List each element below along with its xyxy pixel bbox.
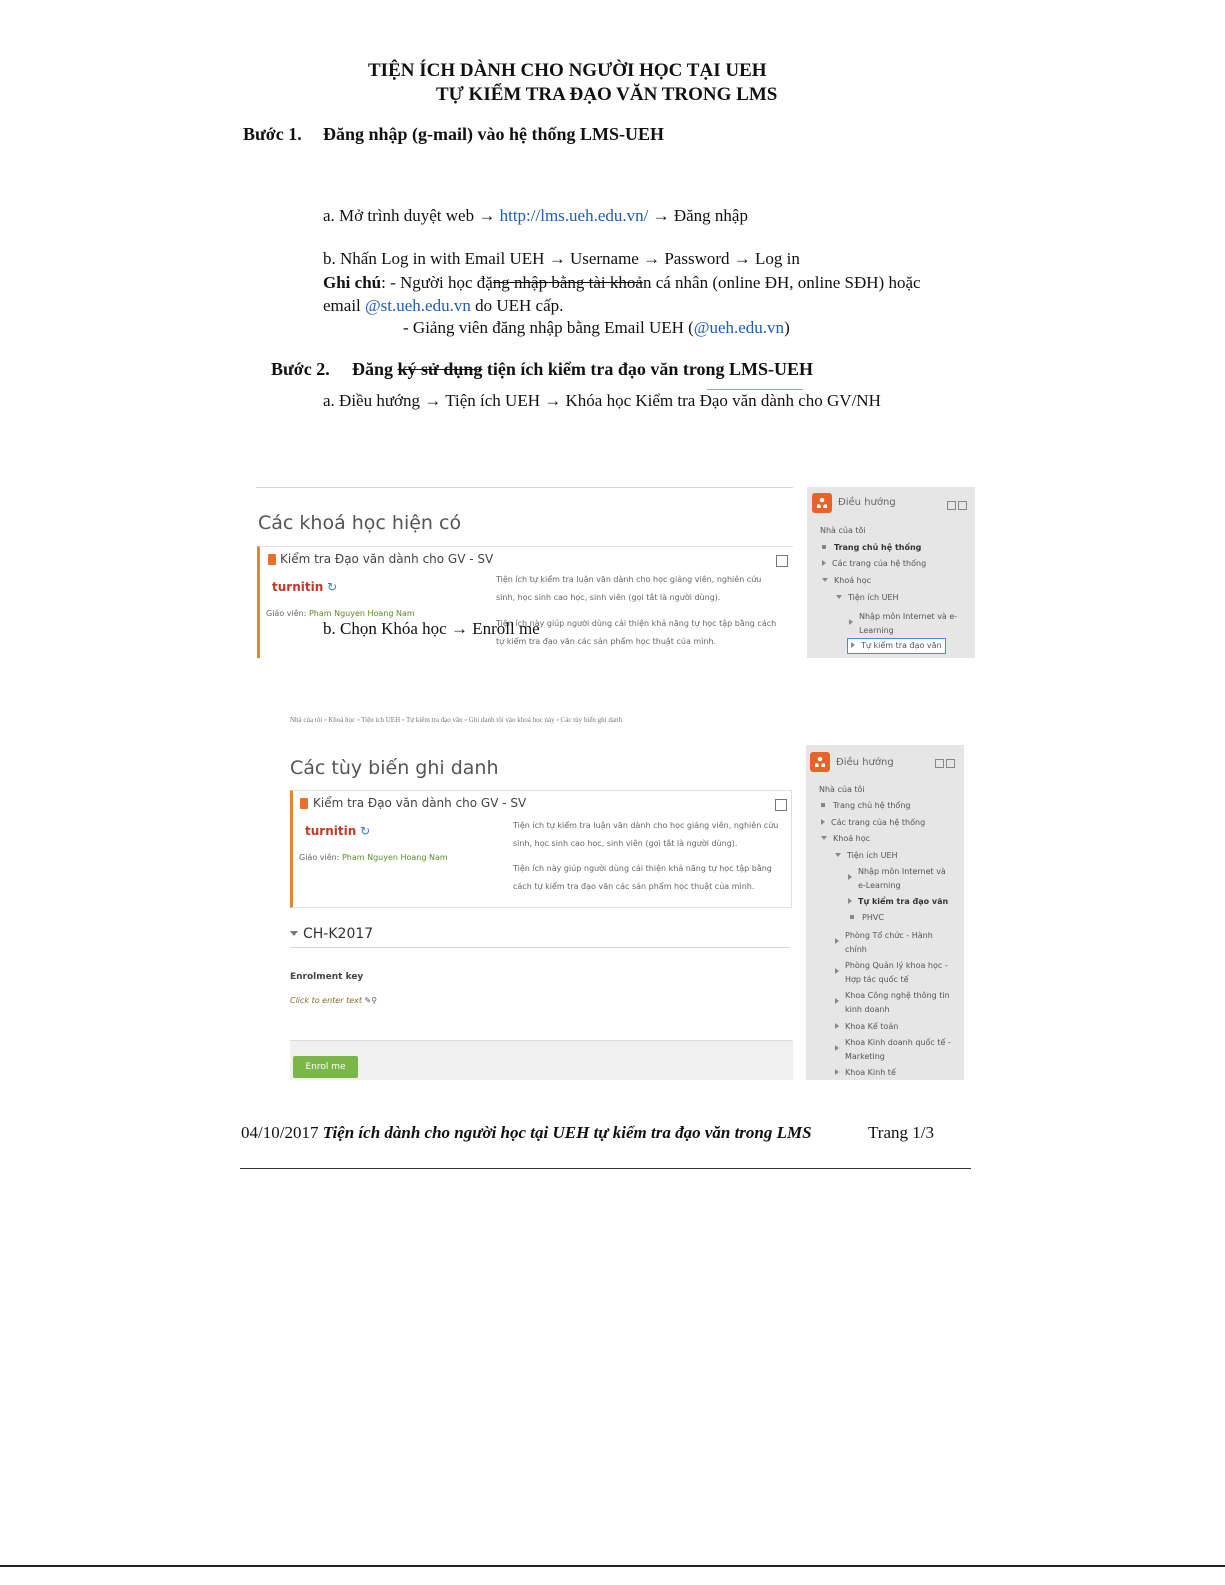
navigation-icon — [812, 493, 832, 513]
dock-icon[interactable] — [946, 759, 955, 768]
collapse-arrow-icon — [835, 853, 841, 857]
nav-item-internet-line1: Nhập môn Internet và e- — [859, 612, 958, 621]
edit-icon[interactable] — [776, 555, 788, 567]
nav-item-internet-course[interactable] — [849, 610, 957, 638]
step1-heading: Đăng nhập (g-mail) vào hệ thống LMS-UEH — [323, 124, 665, 144]
step2-heading — [352, 359, 813, 380]
nav-item-home[interactable]: Nhà của tôi — [820, 526, 866, 535]
expand-icon — [822, 560, 826, 566]
nav-item-hr-office[interactable] — [835, 929, 933, 957]
nav-item-ueh-tools[interactable] — [835, 849, 898, 863]
nav-item-internet-line1: Nhập môn Internet và — [858, 867, 946, 876]
nav-item-site-home[interactable] — [822, 541, 921, 555]
course-name[interactable]: Kiểm tra Đạo văn dành cho GV - SV — [280, 552, 494, 566]
nav-item-site-home-label: Trang chủ hệ thống — [833, 801, 911, 810]
nav-item-ib-line2: Marketing — [845, 1052, 885, 1061]
lms-link[interactable]: http://lms.ueh.edu.vn/ — [499, 206, 649, 225]
nav-item-courses-label: Khoá học — [834, 576, 872, 585]
nav-item-internet-line2: Learning — [859, 626, 894, 635]
nav-item-plagiarism-label: Tự kiểm tra đạo văn — [861, 641, 942, 650]
turnitin-logo — [272, 580, 337, 594]
collapse-arrow-icon — [821, 836, 827, 840]
nav-item-plagiarism-label: Tự kiểm tra đạo văn — [858, 897, 949, 906]
navigation-icon — [810, 752, 830, 772]
pencil-icon: ✎ — [364, 996, 372, 1005]
expand-icon — [835, 1069, 839, 1075]
step1-note-line2 — [323, 296, 563, 316]
step1-a-prefix: a. Mở trình duyệt web → — [323, 206, 500, 225]
st-ueh-email-link[interactable]: @st.ueh.edu.vn — [365, 296, 471, 315]
turnitin-icon: ↻ — [323, 580, 338, 594]
page-bottom-edge — [0, 1565, 1225, 1567]
nav-item-site-home-label: Trang chủ hệ thống — [834, 543, 922, 552]
screenshot-enrolment — [288, 752, 793, 1080]
expand-icon — [849, 619, 853, 625]
navigation-panel-1 — [807, 487, 975, 658]
footer-date: 04/10/2017 — [241, 1123, 323, 1142]
teacher-label: Giáo viên: — [266, 609, 309, 618]
teacher-name[interactable]: Pham Nguyen Hoang Nam — [308, 609, 415, 618]
navigation-title: Điều hướng — [836, 757, 894, 768]
expand-icon — [848, 874, 852, 880]
nav-item-economics[interactable] — [835, 1066, 896, 1080]
nav-item-economics-label: Khoa Kinh tế — [845, 1068, 896, 1077]
nav-item-plagiarism-check[interactable] — [847, 638, 946, 654]
teacher-line — [266, 609, 415, 618]
nav-item-it-line2: kinh doanh — [845, 1005, 890, 1014]
note-line2-post: do UEH cấp. — [470, 296, 564, 315]
nav-item-site-home[interactable] — [821, 799, 910, 813]
expand-icon — [835, 1023, 839, 1029]
note-line2-pre: email — [323, 296, 366, 315]
nav-item-hr-line1: Phòng Tổ chức - Hành — [845, 931, 933, 940]
course-icon — [300, 798, 308, 809]
navigation-title: Điều hướng — [838, 497, 896, 508]
bullet-icon — [822, 545, 826, 549]
section-name: CH-K2017 — [303, 926, 374, 942]
nav-item-accounting-label: Khoa Kế toán — [845, 1022, 899, 1031]
document-title-line1: TIỆN ÍCH DÀNH CHO NGƯỜI HỌC TẠI UEH — [368, 60, 767, 81]
note-post: n cá nhân (online ĐH, online SĐH) hoặc — [642, 273, 921, 292]
step1-note-line3 — [403, 318, 790, 338]
expand-icon — [821, 819, 825, 825]
turnitin-logo — [305, 824, 370, 838]
collapse-icon[interactable] — [947, 501, 956, 510]
expand-icon — [851, 642, 855, 648]
step2-heading-pre: Đăng — [352, 359, 398, 379]
navigation-panel-2 — [806, 745, 964, 1080]
step2-a: a. Điều hướng → Tiện ích UEH → Khóa học Kiểm tra Đạo văn dành cho GV/NH — [323, 391, 881, 410]
teacher-name[interactable]: Pham Nguyen Hoang Nam — [341, 853, 448, 862]
nav-item-it-line1: Khoa Công nghệ thông tin — [845, 991, 950, 1000]
collapse-icon[interactable] — [935, 759, 944, 768]
nav-item-courses[interactable] — [821, 832, 870, 846]
expand-icon — [835, 998, 839, 1004]
step1-note-line1 — [323, 273, 921, 293]
enrol-me-button[interactable]: Enrol me — [293, 1056, 358, 1078]
underline-mark — [707, 389, 803, 390]
note-line3-pre: - Giảng viên đăng nhập bằng Email UEH ( — [403, 318, 694, 337]
page-footer — [241, 1123, 812, 1143]
course-icon — [268, 554, 276, 565]
teacher-line — [299, 853, 448, 862]
section-header[interactable] — [290, 926, 373, 942]
nav-item-courses[interactable] — [822, 574, 871, 588]
document-title-line2: TỰ KIỂM TRA ĐẠO VĂN TRONG LMS — [436, 84, 778, 105]
page-number: Trang 1/3 — [868, 1123, 934, 1142]
nav-item-site-pages[interactable] — [822, 557, 926, 571]
nav-item-hr-line2: chính — [845, 945, 867, 954]
course-description-2: Tiện ích này giúp người dùng cải thiện khả năng tự học tập bằng cách tự kiểm tra đạo văn các sản phẩm học thuật của mình. — [496, 619, 777, 646]
nav-item-international-business[interactable] — [835, 1036, 951, 1064]
nav-item-plagiarism-check[interactable] — [848, 895, 948, 909]
footer-title: Tiện ích dành cho người học tại UEH tự kiểm tra đạo văn trong LMS — [322, 1123, 812, 1142]
collapse-arrow-icon — [290, 931, 298, 936]
step2-b: b. Chọn Khóa học → Enroll me — [323, 619, 540, 638]
course-card[interactable] — [257, 546, 793, 658]
nav-item-research-office[interactable] — [835, 959, 948, 987]
nav-item-home[interactable]: Nhà của tôi — [819, 785, 865, 794]
nav-item-ueh-tools[interactable] — [836, 591, 899, 605]
note-strike: ng nhập bằng tài khoả — [492, 273, 643, 292]
search-icon: ⚲ — [371, 996, 378, 1005]
collapse-arrow-icon — [822, 578, 828, 582]
nav-item-internet-line2: e-Learning — [858, 881, 901, 890]
divider — [290, 947, 790, 948]
step1-a — [323, 206, 748, 226]
nav-item-research-line1: Phòng Quản lý khoa học - — [845, 961, 948, 970]
collapse-arrow-icon — [836, 595, 842, 599]
breadcrumb[interactable]: Nhà của tôi ▫ Khoá học ▫ Tiện ích UEH ▫ Tự kiểm tra đạo văn ▫ Ghi danh tôi vào khoá học này ▫ Các tùy biến ghi danh — [290, 716, 622, 724]
dock-icon[interactable] — [958, 501, 967, 510]
nav-item-site-pages[interactable] — [821, 816, 925, 830]
nav-item-phvc[interactable] — [850, 911, 884, 925]
step2-heading-post: tiện ích kiểm tra đạo văn trong LMS-UEH — [482, 359, 814, 379]
course-description-2: Tiện ích này giúp người dùng cải thiện khả năng tự học tập bằng cách tự kiểm tra đạo văn các sản phẩm học thuật của mình. — [513, 864, 772, 891]
course-description-1: Tiện ích tự kiểm tra luận văn dành cho học giảng viên, nghiên cứu sinh, học sinh cao học, sinh viên (gọi tắt là người dùng). — [513, 821, 779, 848]
nav-item-accounting[interactable] — [835, 1020, 898, 1034]
ueh-email-link[interactable]: @ueh.edu.vn — [693, 318, 785, 337]
turnitin-text: turnitin — [272, 580, 324, 594]
enrolment-key-label: Enrolment key — [290, 972, 364, 982]
enrolment-key-placeholder: Click to enter text — [290, 996, 362, 1005]
step1-label: Bước 1. — [243, 124, 302, 144]
nav-item-ueh-tools-label: Tiện ích UEH — [848, 593, 899, 602]
nav-item-phvc-label: PHVC — [862, 913, 884, 922]
step1-a-suffix: → Đăng nhập — [648, 206, 748, 225]
turnitin-icon: ↻ — [356, 824, 371, 838]
edit-icon[interactable] — [775, 799, 787, 811]
nav-item-internet-course[interactable] — [848, 865, 946, 893]
course-name[interactable]: Kiểm tra Đạo văn dành cho GV - SV — [313, 796, 527, 810]
expand-icon — [835, 968, 839, 974]
expand-icon — [848, 898, 852, 904]
course-description-1: Tiện ích tự kiểm tra luận văn dành cho học giảng viên, nghiên cứu sinh, học sinh cao học, sinh viên (gọi tắt là người dùng). — [496, 575, 762, 602]
turnitin-text: turnitin — [305, 824, 357, 838]
nav-item-research-line2: Hợp tác quốc tế — [845, 975, 909, 984]
step2-heading-strike: ký sử dụng — [397, 359, 483, 379]
note-line3-post: ) — [784, 318, 790, 337]
note-pre: : - Người học đặ — [381, 273, 493, 292]
nav-item-site-pages-label: Các trang của hệ thống — [832, 559, 927, 568]
nav-item-ueh-tools-label: Tiện ích UEH — [847, 851, 898, 860]
expand-icon — [835, 1045, 839, 1051]
divider — [256, 487, 793, 488]
footer-divider — [240, 1168, 971, 1169]
course-list-title: Các khoá học hiện có — [258, 512, 462, 534]
nav-item-ib-line1: Khoa Kinh doanh quốc tế - — [845, 1038, 951, 1047]
step2-label: Bước 2. — [271, 359, 330, 379]
enrolment-title: Các tùy biến ghi danh — [290, 757, 499, 779]
nav-item-courses-label: Khoá học — [833, 834, 871, 843]
nav-item-it-faculty[interactable] — [835, 989, 950, 1017]
step1-b: b. Nhấn Log in with Email UEH → Username → Password → Log in — [323, 249, 800, 268]
nav-item-site-pages-label: Các trang của hệ thống — [831, 818, 926, 827]
note-label: Ghi chú — [323, 273, 382, 292]
teacher-label: Giáo viên: — [299, 853, 342, 862]
bullet-icon — [821, 803, 825, 807]
bullet-icon — [850, 915, 854, 919]
course-card[interactable] — [290, 790, 792, 908]
expand-icon — [835, 938, 839, 944]
enrolment-key-input[interactable] — [290, 996, 377, 1005]
form-footer — [290, 1040, 793, 1080]
